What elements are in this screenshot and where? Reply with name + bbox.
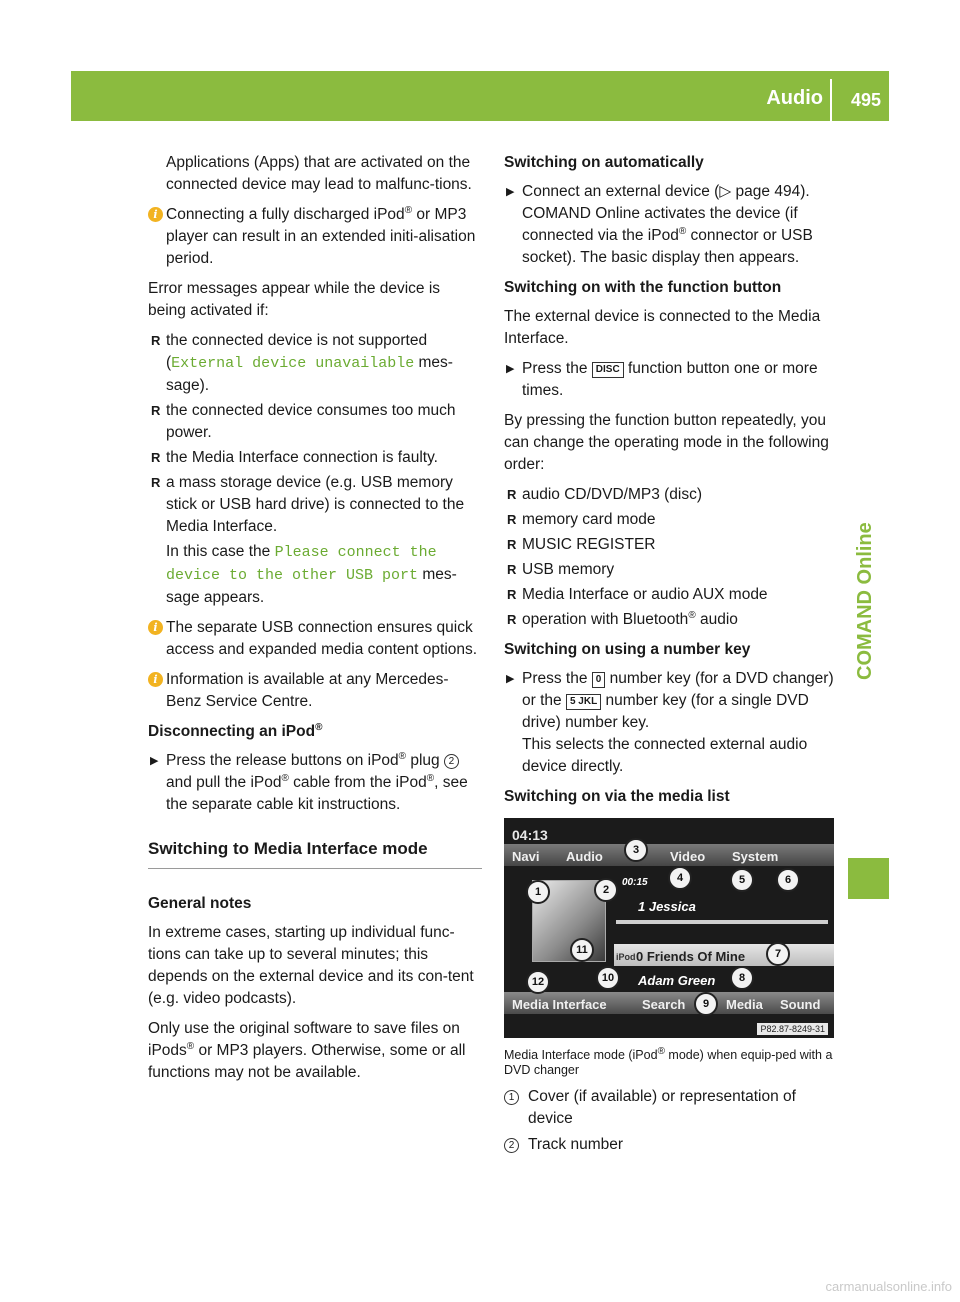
artist-name: Adam Green [638,973,716,988]
info-icon: i [148,620,163,635]
step-arrow-icon: ▶ [506,363,515,375]
step-text: Press the [522,360,592,377]
bottom-item-media: Media [726,997,763,1012]
legend-item-1 [504,1086,836,1130]
number-key-step [504,668,836,778]
general-notes-software [148,1018,482,1084]
general-notes-heading: General notes [148,895,252,912]
function-button-step [504,358,836,402]
key-0-icon: 0 [592,672,606,688]
software-text-a: Only use the original software to save files on iPods [148,1020,460,1059]
registered-mark: ® [404,204,413,216]
menu-item-video: Video [670,849,706,864]
list-item [148,330,482,397]
header-divider [830,79,832,121]
step-result-text: COMAND Online activates the device (if connected via the iPod [522,205,798,244]
registered-mark: ® [688,609,696,621]
list-item [504,534,836,556]
disconnect-step [148,750,482,816]
side-tab-label: COMAND Online [854,522,876,680]
step-result-text: connector or USB socket). The basic display then appears. [522,227,813,266]
section-heading: Switching to Media Interface mode [148,838,482,869]
bottom-item-media-interface: Media Interface [512,997,607,1012]
list-item [504,559,836,581]
info-note-text: Information is available at any Mercedes-Benz Service Centre. [166,671,449,710]
step-text: cable from the iPod [288,774,427,791]
bullet-icon: R [151,475,161,490]
auto-heading: Switching on automatically [504,154,704,171]
callout-6: 6 [776,868,800,892]
info-note-text: The separate USB connection ensures quick access and expanded media content options. [166,619,478,658]
callout-2-icon: 2 [444,754,459,769]
general-notes-text: In extreme cases, starting up individual func-tions can take up to several minutes; this depends on the external device and its con-tent (e.g. video podcasts). [148,924,474,1007]
callout-8: 8 [730,966,754,990]
bullet-icon: R [151,333,161,348]
info-icon: i [148,672,163,687]
progress-bar [616,920,828,924]
bullet-text: mes-sage). [166,354,453,394]
bullet-text: a mass storage device (e.g. USB memory stick or USB hard drive) is connected to the Media Interface. [166,474,465,535]
display-menu-bar [504,844,834,866]
callout-11: 11 [570,938,594,962]
list-item [504,609,836,631]
menu-item-audio: Audio [566,849,603,864]
bottom-item-sound: Sound [780,997,821,1012]
mode-text: audio CD/DVD/MP3 (disc) [522,486,703,503]
bullet-icon: R [507,487,517,502]
registered-mark: ® [398,750,407,762]
watermark: carmanualsonline.info [825,1279,952,1294]
legend-text: Track number [528,1136,624,1153]
mode-list [504,484,836,631]
bottom-item-search: Search [642,997,686,1012]
number-key-heading: Switching on using a number key [504,641,751,658]
step-arrow-icon: ▶ [506,186,515,198]
list-item [504,584,836,606]
note-text: In this case the [166,543,275,560]
disconnect-heading [148,721,482,743]
registered-mark: ® [426,772,435,784]
error-list [148,330,482,609]
bullet-icon: R [507,587,517,602]
apps-warning-text: Applications (Apps) that are activated on the connected device may lead to malfunc-tions. [166,154,472,193]
side-tab-marker [848,858,889,899]
bullet-icon: R [507,512,517,527]
step-text: page 494). [731,183,810,200]
key-5-icon: 5 JKL [566,694,601,710]
header-section-title: Audio [766,87,823,109]
registered-mark: ® [186,1040,195,1052]
info-note-usb [148,617,482,661]
auto-step [504,181,836,269]
bullet-icon: R [507,537,517,552]
step-text: Press the release buttons on iPod [166,752,399,769]
display-message: Please connect the device to the other USB port [166,544,437,584]
note-text: mes-sage appears. [166,566,457,606]
bullet-icon: R [507,612,517,627]
list-item [148,400,482,444]
software-text-b: or MP3 players. Otherwise, some or all functions may not be available. [148,1042,466,1081]
callout-4: 4 [668,866,692,890]
step-text: number key (for a DVD changer) or the [522,670,834,709]
step-result-text: This selects the connected external audio device directly. [522,736,808,775]
callout-3: 3 [624,838,648,862]
menu-item-navi: Navi [512,849,540,864]
right-column [504,152,836,1160]
track-title: 1 Jessica [638,899,696,914]
step-text: Connect an external device ( [522,183,720,200]
figure-caption [504,1045,836,1078]
figure-code: P82.87-8249-31 [757,1023,828,1035]
callout-1-icon: 1 [504,1090,519,1105]
disc-key-icon: DISC [592,362,624,378]
step-text: number key (for a single DVD drive) number key. [522,692,809,731]
step-text: plug [406,752,444,769]
registered-mark: ® [315,721,323,733]
bullet-note [166,541,482,609]
mode-text: Media Interface or audio AUX mode [522,586,768,603]
display-message: External device unavailable [171,355,415,372]
error-intro: Error messages appear while the device is being activated if: [148,280,441,319]
registered-mark: ® [657,1045,665,1057]
bullet-text: the connected device is not supported ( [166,332,428,371]
step-text: , see the separate cable kit instructions. [166,774,468,813]
list-label: iPod [616,952,636,962]
media-list-heading: Switching on via the media list [504,788,730,805]
callout-2-icon: 2 [504,1138,519,1153]
caption-text-b: mode) when equip-ped with a DVD changer [504,1048,833,1077]
menu-item-system: System [732,849,779,864]
list-item [148,447,482,469]
legend-item-2 [504,1134,836,1156]
callout-12: 12 [526,970,550,994]
callout-10: 10 [596,966,620,990]
step-text: Press the [522,670,592,687]
page-header [71,71,889,121]
callout-7: 7 [766,942,790,966]
mode-text: audio [695,611,738,628]
callout-2: 2 [594,878,618,902]
info-icon: i [148,207,163,222]
step-text: and pull the iPod [166,774,282,791]
display-bottom-bar [504,992,834,1014]
mode-order-intro: By pressing the function button repeatedly, you can change the operating mode in the following order: [504,412,829,473]
callout-1: 1 [526,880,550,904]
registered-mark: ® [281,772,289,784]
media-interface-screenshot [504,818,834,1038]
bullet-icon: R [507,562,517,577]
function-button-text: The external device is connected to the Media Interface. [504,308,821,347]
disconnect-heading-text: Disconnecting an iPod [148,723,316,740]
mode-text: USB memory [522,561,615,578]
info-note-service [148,669,482,713]
list-item [504,509,836,531]
mode-text: memory card mode [522,511,656,528]
registered-mark: ® [678,225,687,237]
display-clock: 04:13 [512,827,548,843]
step-arrow-icon: ▶ [506,673,515,685]
playlist-name: 0 Friends Of Mine [636,949,746,964]
bullet-text: the connected device consumes too much power. [166,402,456,441]
caption-text-a: Media Interface mode (iPod [504,1048,658,1062]
info-note-text-a: Connecting a fully discharged iPod [166,206,405,223]
callout-5: 5 [730,868,754,892]
page-number: 495 [850,90,881,110]
list-item [148,472,482,609]
bullet-icon: R [151,450,161,465]
side-tab [848,120,889,840]
callout-9: 9 [694,992,718,1016]
track-time: 00:15 [622,877,648,888]
left-column [148,152,482,1092]
page-ref-arrow-icon: ▷ [719,183,732,200]
step-text: function button one or more times. [522,360,818,399]
function-button-heading: Switching on with the function button [504,279,782,296]
step-arrow-icon: ▶ [150,755,159,767]
mode-text: MUSIC REGISTER [522,536,656,553]
legend-text: Cover (if available) or representation of device [528,1088,796,1127]
info-note-ipod [148,204,482,270]
bullet-icon: R [151,403,161,418]
bullet-text: the Media Interface connection is faulty. [166,449,438,466]
mode-text: operation with Bluetooth [522,611,689,628]
info-note-text-b: or MP3 player can result in an extended initi-alisation period. [166,206,476,267]
list-item [504,484,836,506]
